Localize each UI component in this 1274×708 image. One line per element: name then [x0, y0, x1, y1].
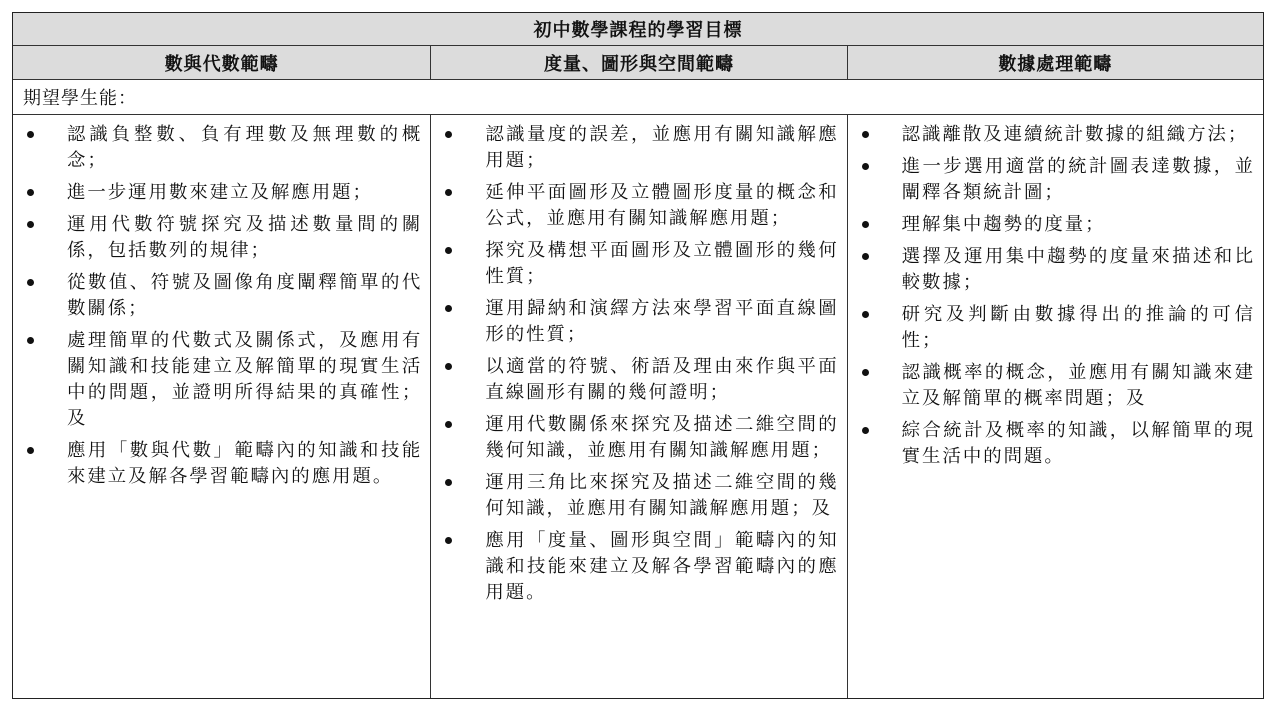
list-item	[862, 244, 1255, 296]
objective-text: 處理簡單的代數式及關係式，及應用有關知識和技能建立及解簡單的現實生活中的問題，並證明所得結果的真確性；及	[67, 330, 423, 429]
bullet-icon	[445, 247, 452, 254]
bullet-icon	[862, 253, 869, 260]
header-measures-shape-space: 度量、圖形與空間範疇	[430, 46, 846, 79]
bullet-icon	[27, 131, 34, 138]
bullet-icon	[862, 369, 869, 376]
bullet-icon	[27, 279, 34, 286]
objectives-body	[13, 115, 1263, 698]
objective-text: 以適當的符號、術語及理由來作與平面直線圖形有關的幾何證明；	[485, 356, 839, 403]
list-item	[27, 328, 422, 432]
bullet-icon	[445, 421, 452, 428]
list-item	[27, 270, 422, 322]
bullet-icon	[862, 131, 869, 138]
objective-text: 應用「度量、圖形與空間」範疇內的知識和技能來建立及解各學習範疇內的應用題。	[485, 530, 839, 603]
bullet-icon	[445, 189, 452, 196]
header-row	[13, 46, 1263, 80]
list-item	[27, 122, 422, 174]
list-item	[862, 154, 1255, 206]
bullet-icon	[445, 131, 452, 138]
objective-text: 探究及構想平面圖形及立體圖形的幾何性質；	[485, 240, 839, 287]
bullet-icon	[862, 311, 869, 318]
column-number-algebra	[13, 115, 430, 698]
list-item	[862, 212, 1255, 238]
objective-text: 運用歸納和演繹方法來學習平面直線圖形的性質；	[485, 298, 839, 345]
bullet-icon	[445, 537, 452, 544]
list-item	[445, 296, 838, 348]
bullet-icon	[862, 427, 869, 434]
objective-text: 認識離散及連續統計數據的組織方法；	[901, 124, 1249, 145]
list-item	[445, 470, 838, 522]
objective-list	[862, 122, 1255, 470]
objective-text: 綜合統計及概率的知識，以解簡單的現實生活中的問題。	[901, 420, 1255, 467]
objective-text: 認識負整數、負有理數及無理數的概念；	[67, 124, 423, 171]
objective-text: 延伸平面圖形及立體圖形度量的概念和公式，並應用有關知識解應用題；	[485, 182, 839, 229]
bullet-icon	[862, 163, 869, 170]
list-item	[445, 238, 838, 290]
bullet-icon	[27, 337, 34, 344]
bullet-icon	[27, 447, 34, 454]
list-item	[27, 180, 422, 206]
objective-list	[27, 122, 422, 490]
bullet-icon	[445, 479, 452, 486]
objective-text: 應用「數與代數」範疇內的知識和技能來建立及解各學習範疇內的應用題。	[67, 440, 423, 487]
objective-text: 從數值、符號及圖像角度闡釋簡單的代數關係；	[67, 272, 423, 319]
list-item	[862, 302, 1255, 354]
table-title: 初中數學課程的學習目標	[13, 13, 1263, 46]
bullet-icon	[27, 221, 34, 228]
list-item	[862, 360, 1255, 412]
objective-text: 進一步運用數來建立及解應用題；	[67, 182, 373, 203]
objective-text: 認識概率的概念，並應用有關知識來建立及解簡單的概率問題；及	[901, 362, 1255, 409]
objective-text: 選擇及運用集中趨勢的度量來描述和比較數據；	[901, 246, 1255, 293]
list-item	[445, 354, 838, 406]
list-item	[862, 418, 1255, 470]
objective-list	[445, 122, 838, 606]
objectives-table	[12, 12, 1264, 699]
list-item	[27, 438, 422, 490]
column-measures-shape-space	[430, 115, 846, 698]
header-number-algebra: 數與代數範疇	[164, 53, 279, 75]
list-item	[445, 122, 838, 174]
list-item	[862, 122, 1255, 148]
header-data-handling: 數據處理範疇	[847, 46, 1263, 79]
list-item	[445, 412, 838, 464]
objective-text: 理解集中趨勢的度量；	[901, 214, 1106, 235]
objective-text: 研究及判斷由數據得出的推論的可信性；	[901, 304, 1255, 351]
bullet-icon	[445, 363, 452, 370]
objective-text: 運用三角比來探究及描述二維空間的幾何知識，並應用有關知識解應用題；及	[485, 472, 839, 519]
bullet-icon	[27, 189, 34, 196]
list-item	[445, 180, 838, 232]
objective-text: 進一步選用適當的統計圖表達數據，並闡釋各類統計圖；	[901, 156, 1255, 203]
bullet-icon	[862, 221, 869, 228]
column-data-handling	[847, 115, 1263, 698]
objective-text: 運用代數關係來探究及描述二維空間的幾何知識，並應用有關知識解應用題；	[485, 414, 839, 461]
objective-text: 認識量度的誤差，並應用有關知識解應用題；	[485, 124, 839, 171]
objective-text: 運用代數符號探究及描述數量間的關係，包括數列的規律；	[67, 214, 423, 261]
bullet-icon	[445, 305, 452, 312]
list-item	[445, 528, 838, 606]
intro-text: 期望學生能：	[13, 80, 1263, 115]
list-item	[27, 212, 422, 264]
